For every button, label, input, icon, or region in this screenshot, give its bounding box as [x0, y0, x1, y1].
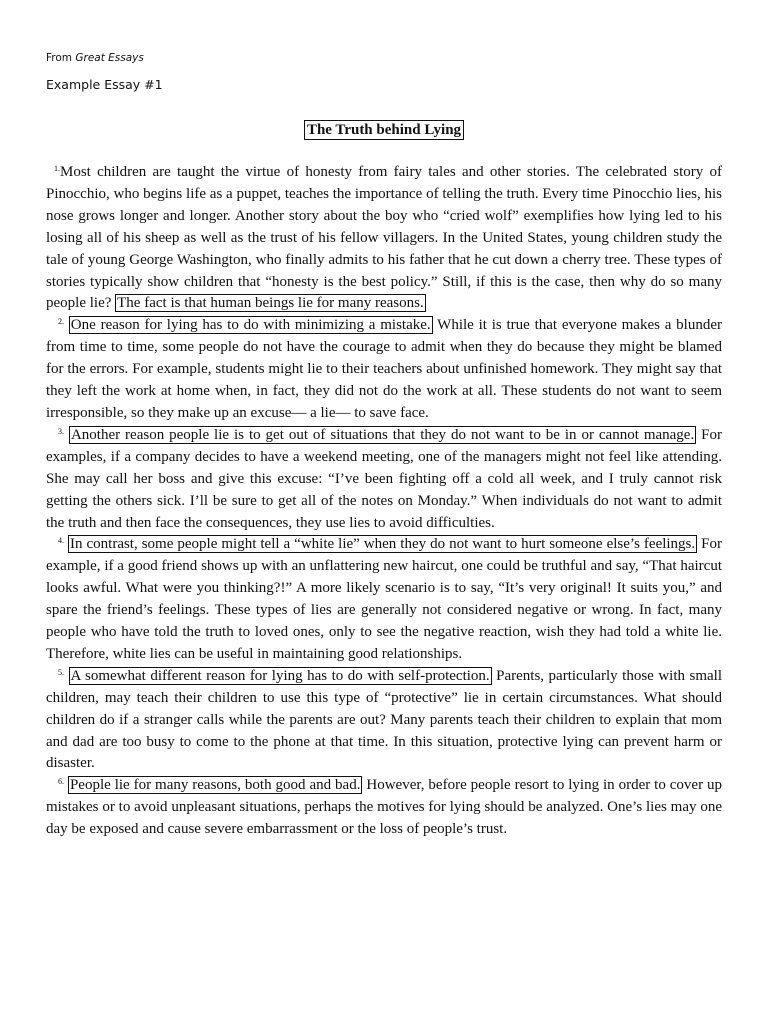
source-prefix: From	[46, 52, 73, 64]
paragraph-number: 6.	[58, 777, 64, 787]
topic-sentence: In contrast, some people might tell a “white lie” when they do not want to hurt someone else’s feelings.	[70, 536, 696, 553]
topic-sentence: Another reason people lie is to get out of situations that they do not want to be in or cannot manage.	[70, 426, 695, 443]
essay-title: The Truth behind Lying	[304, 120, 464, 140]
essay-body	[46, 162, 722, 841]
paragraph-number: 2.	[58, 317, 64, 327]
topic-sentence: People lie for many reasons, both good and bad.	[69, 777, 361, 794]
paragraph-text: For examples, if a company decides to have a weekend meeting, one of the managers might not feel like attending. She may call her boss and give this excuse: “I’ve been fighting off a cold all week, and I truly cannot risk getting the others sick. I’ll be sure to get all of the notes on Monday.” When individuals do not want to admit the truth and then face the consequences, they use lies to avoid difficulties.	[46, 426, 722, 531]
paragraph-text: Parents, particularly those with small children, may teach their children to use this type of “protective” lie in certain circumstances. What should children do if a stranger calls while the parents are out? Many parents teach their children to explain that mom and dad are too busy to come to the phone at that time. In this situation, protective lying can prevent harm or disaster.	[46, 667, 722, 772]
paragraph-text: However, before people resort to lying in order to cover up mistakes or to avoid unpleasant situations, perhaps the motives for lying should be analyzed. One’s lies may one day be exposed and cause severe embarrassment or the loss of people’s trust.	[46, 777, 722, 838]
paragraph-number: 5.	[58, 667, 64, 677]
thesis-statement: The fact is that human beings lie for many reasons.	[117, 295, 424, 312]
paragraph-text: For example, if a good friend shows up with an unflattering new haircut, one could be truthful and say, “That haircut looks awful. What were you thinking?!” A more likely scenario is to say, “It’s very original! It suits you,” and spare the friend’s feelings. These types of lies are generally not considered negative or wrong. In fact, many people who have told the truth to loved ones, only to see the negative reaction, wish they had told a white lie. Therefore, white lies can be useful in maintaining good relationships.	[46, 536, 722, 662]
paragraph-text: While it is true that everyone makes a blunder from time to time, some people do not have the courage to admit when they do because they might be blamed for the errors. For example, students might lie to their teachers about unfinished homework. They might say that they left the work at home when, in fact, they did not do the work at all. These students do not want to seem irresponsible, so they make up an excuse— a lie— to save face.	[46, 317, 723, 421]
topic-sentence: One reason for lying has to do with minimizing a mistake.	[70, 317, 431, 334]
source-line	[46, 51, 144, 65]
source-book-title: Great Essays	[75, 52, 144, 64]
paragraph-number: 3.	[58, 426, 64, 436]
paragraph-text: Most children are taught the virtue of honesty from fairy tales and other stories. The celebrated story of Pinocchio, who begins life as a puppet, teaches the importance of telling the truth. Every time Pinocchio lies, his nose grows longer and longer. Another story about the boy who “cried wolf” exemplifies how lying led to his losing all of his sheep as well as the trust of his fellow villagers. In the United States, young children study the tale of young George Washington, who finally admits to his father that he cut down a cherry tree. These types of stories typically show children that “honesty is the best policy.” Still, if this is the case, then why do so many people lie?	[46, 164, 722, 312]
paragraph-2	[46, 315, 722, 425]
essay-label: Example Essay #1	[46, 77, 163, 92]
paragraph-number: 1.	[54, 164, 60, 173]
paragraph-6	[46, 775, 722, 841]
paragraph-3	[46, 425, 722, 535]
topic-sentence: A somewhat different reason for lying has to do with self-protection.	[70, 667, 490, 684]
paragraph-number: 4.	[58, 536, 64, 546]
paragraph-1	[46, 162, 722, 315]
paragraph-4	[46, 534, 722, 665]
title-container	[0, 120, 768, 140]
paragraph-5	[46, 666, 722, 776]
